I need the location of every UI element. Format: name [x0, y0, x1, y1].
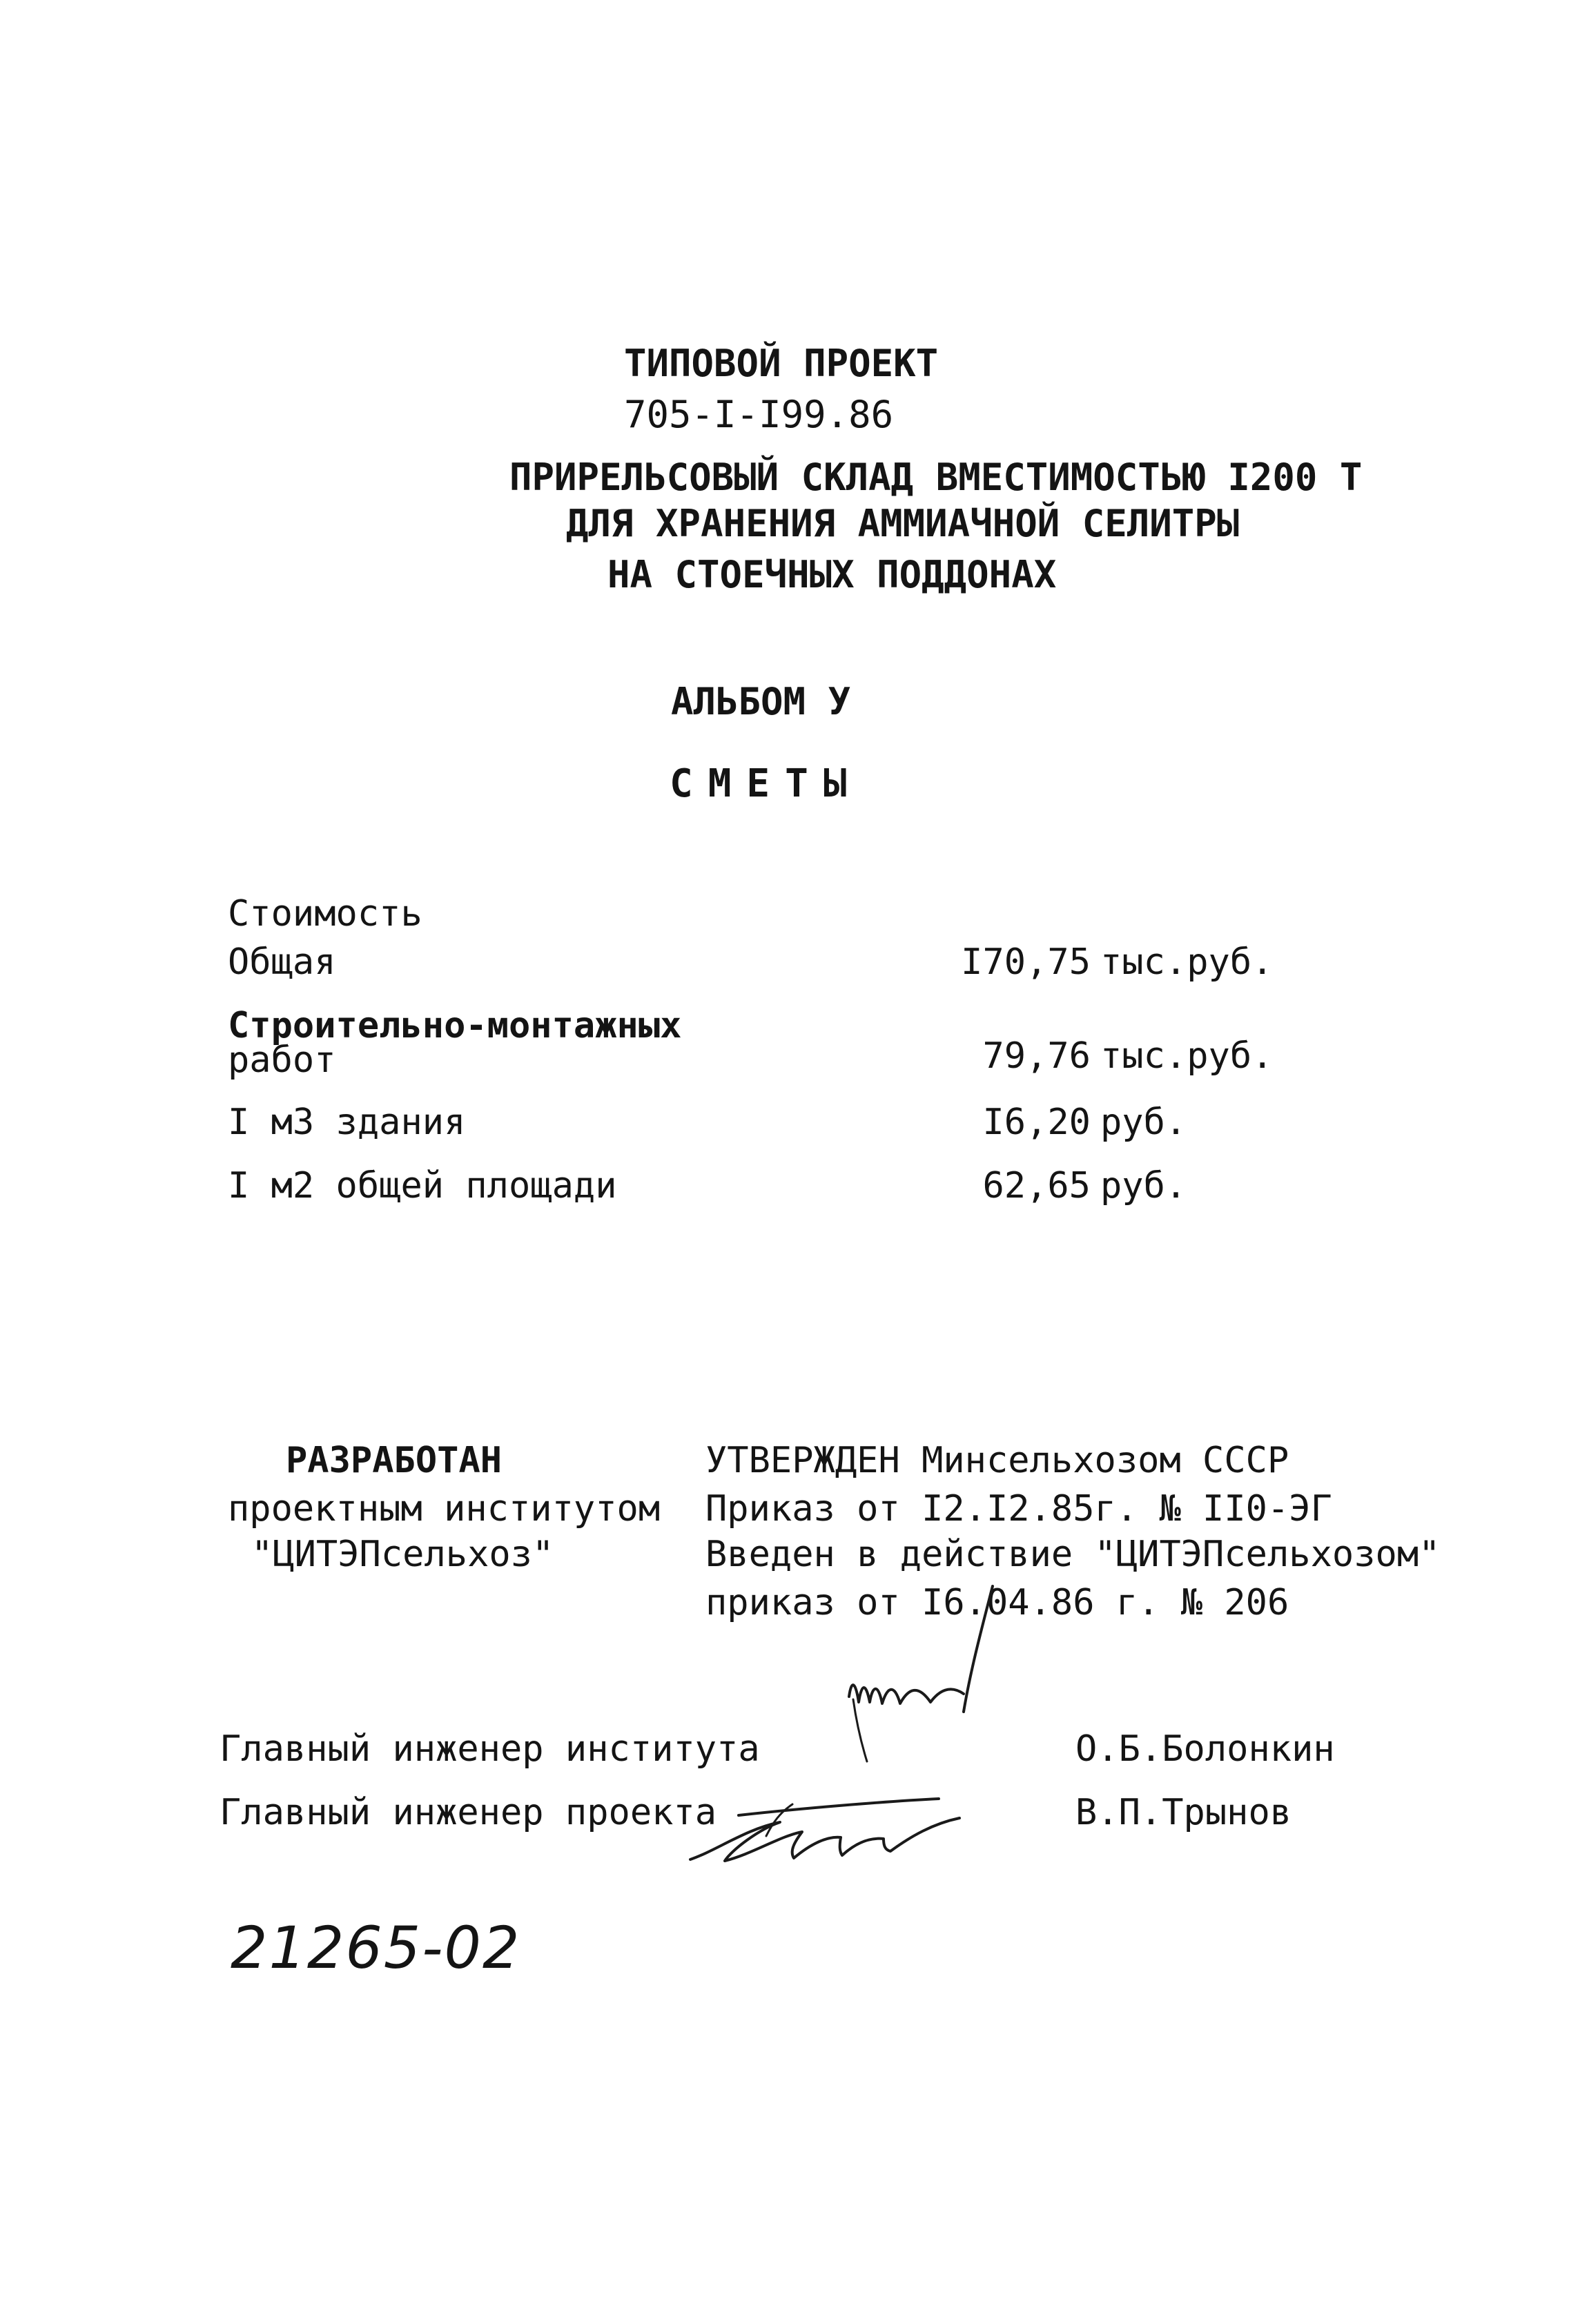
cost-label-per-m3: I м3 здания [228, 1102, 466, 1143]
section-title: СМЕТЫ [670, 761, 862, 806]
title-line-3: НА СТОЕЧНЫХ ПОДДОНАХ [607, 553, 1057, 596]
approval-line-1: УТВЕРЖДЕН Минсельхозом СССР [705, 1440, 1289, 1481]
signature-role-institute: Главный инженер института [220, 1728, 760, 1770]
album-label: АЛЬБОМ У [671, 680, 851, 723]
signature-name-project: В.П.Трынов [1075, 1792, 1292, 1833]
signature-role-project: Главный инженер проекта [220, 1792, 717, 1833]
approval-line-4: приказ от I6.04.86 г. № 206 [705, 1582, 1289, 1623]
cost-heading: Стоимость [228, 893, 422, 935]
cost-value-construction: 79,76 [982, 1035, 1091, 1077]
title-line-1: ПРИРЕЛЬСОВЫЙ СКЛАД ВМЕСТИМОСТЬЮ I200 Т [509, 456, 1363, 499]
cost-unit-per-m3: руб. [1100, 1102, 1187, 1143]
cost-label-construction-line-1: Строительно-монтажных [228, 1005, 682, 1046]
handwritten-signature-project [676, 1774, 980, 1877]
signature-name-institute: О.Б.Болонкин [1075, 1728, 1335, 1770]
approval-line-2: Приказ от I2.I2.85г. № II0-ЭГ [705, 1488, 1332, 1530]
handwritten-signature-institute [828, 1581, 1008, 1774]
cost-unit-total: тыс.руб. [1100, 941, 1274, 983]
approval-line-3: Введен в действие "ЦИТЭПсельхозом" [705, 1534, 1441, 1575]
developer-line-1: проектным институтом [228, 1488, 661, 1530]
cost-value-total: I70,75 [961, 941, 1091, 983]
cost-unit-construction: тыс.руб. [1100, 1035, 1274, 1077]
document-type: ТИПОВОЙ ПРОЕКТ [624, 342, 939, 385]
developer-heading: РАЗРАБОТАН [286, 1440, 503, 1481]
project-number: 705-I-I99.86 [624, 393, 894, 436]
cost-unit-per-m2: руб. [1100, 1165, 1187, 1207]
cost-value-per-m2: 62,65 [982, 1165, 1091, 1207]
title-line-2: ДЛЯ ХРАНЕНИЯ АММИАЧНОЙ СЕЛИТРЫ [566, 502, 1240, 545]
cost-label-construction: работ [228, 1039, 336, 1081]
developer-line-2: "ЦИТЭПсельхоз" [251, 1534, 554, 1575]
inventory-number: 21265-02 [231, 1914, 521, 1982]
cost-value-per-m3: I6,20 [982, 1102, 1091, 1143]
cost-label-per-m2: I м2 общей площади [228, 1165, 617, 1207]
cost-label-total: Общая [228, 941, 336, 983]
